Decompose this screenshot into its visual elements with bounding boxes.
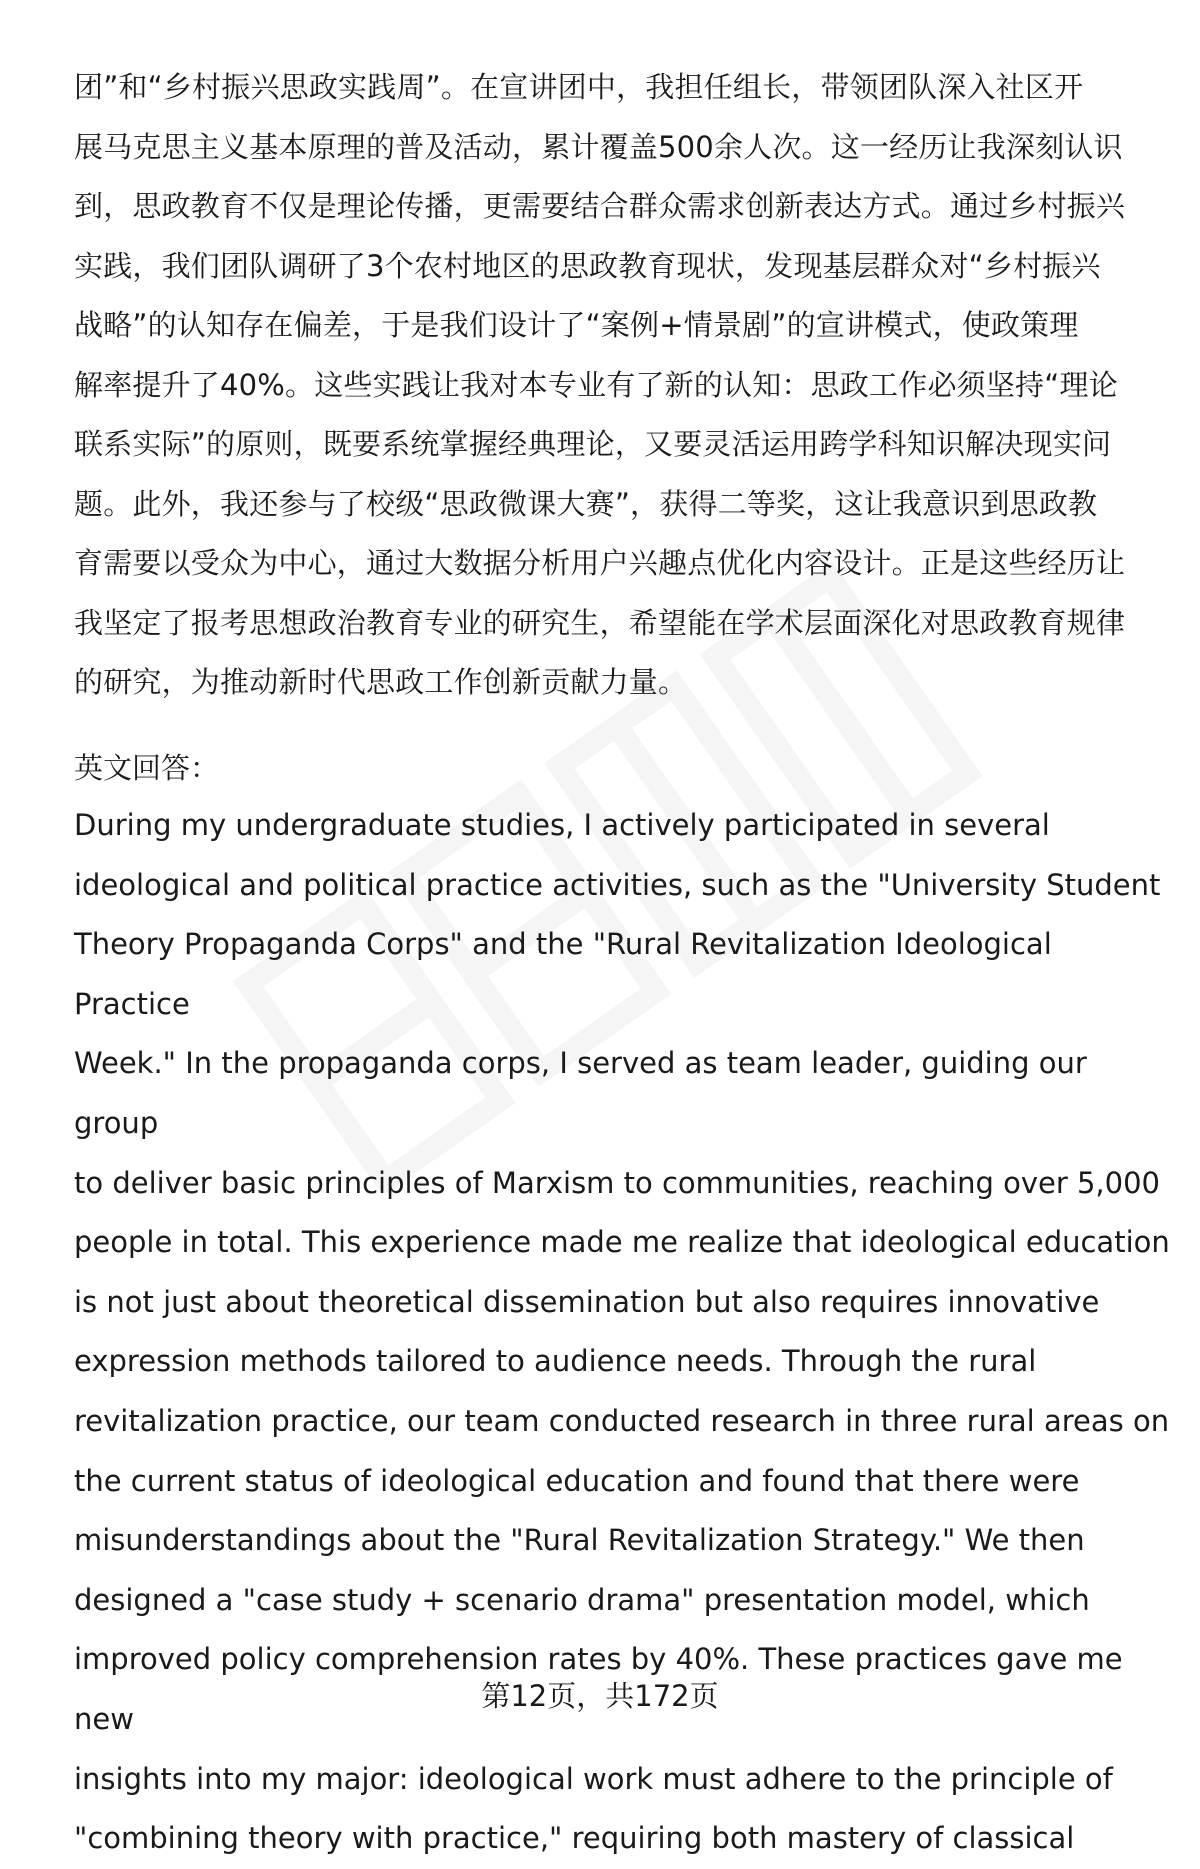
- page-number-footer: 第12页，共172页: [481, 1679, 719, 1713]
- chinese-answer-paragraph: 团”和“乡村振兴思政实践周”。在宣讲团中，我担任组长，带领团队深入社区开 展马克思主义基本原理的普及活动，累计覆盖500余人次。这一经历让我深刻认识 到，思政教育不仅是理论传播，更需要结合群众需求创新表达方式。通过乡村振兴 实践，我们团队调研了3个农村地区的思政教育现状，发现基层群众对“乡村振兴 战略”的认知存在偏差，于是我们设计了“案例+情景剧”的宣讲模式，使政策理 解率提升了40%。这些实践让我对本专业有了新的认知：思政工作必须坚持“理论 联系实际”的原则，既要系统掌握经典理论，又要灵活运用跨学科知识解决现实问 题。此外，我还参与了校级“思政微课大赛”，获得二等奖，这让我意识到思政教 育需要以受众为中心，通过大数据分析用户兴趣点优化内容设计。正是这些经历让 我坚定了报考思想政治教育专业的研究生，希望能在学术层面深化对思政教育规律 的研究，为推动新时代思政工作创新贡献力量。: [74, 70, 1126, 699]
- english-answer-paragraph: During my undergraduate studies, I actively participated in several ideological and political practice activities, such as the "University Student Theory Propaganda Corps" and the "Rural Revitalization Ideological Practice Week." In the propaganda corps, I served as team leader, guiding our group to deliver basic principles of Marxism to communities, reaching over 5,000 people in total. This experience made me realize that ideological education is not just about theoretical dissemination but also requires innovative expression methods tailored to audience needs. Through the rural revitalization practice, our team conducted research in three rural areas on the current status of ideological education and found that there were misunderstandings about the "Rural Revitalization Strategy." We then designed a "case study + scenario drama" presentation model, which improved policy comprehension rates by 40%. These practices gave me new insights into my major: ideological work must adhere to the principle of "combining theory with practice," requiring both mastery of classical: [74, 808, 1170, 1856]
- english-answer-heading: 英文回答：: [74, 751, 220, 785]
